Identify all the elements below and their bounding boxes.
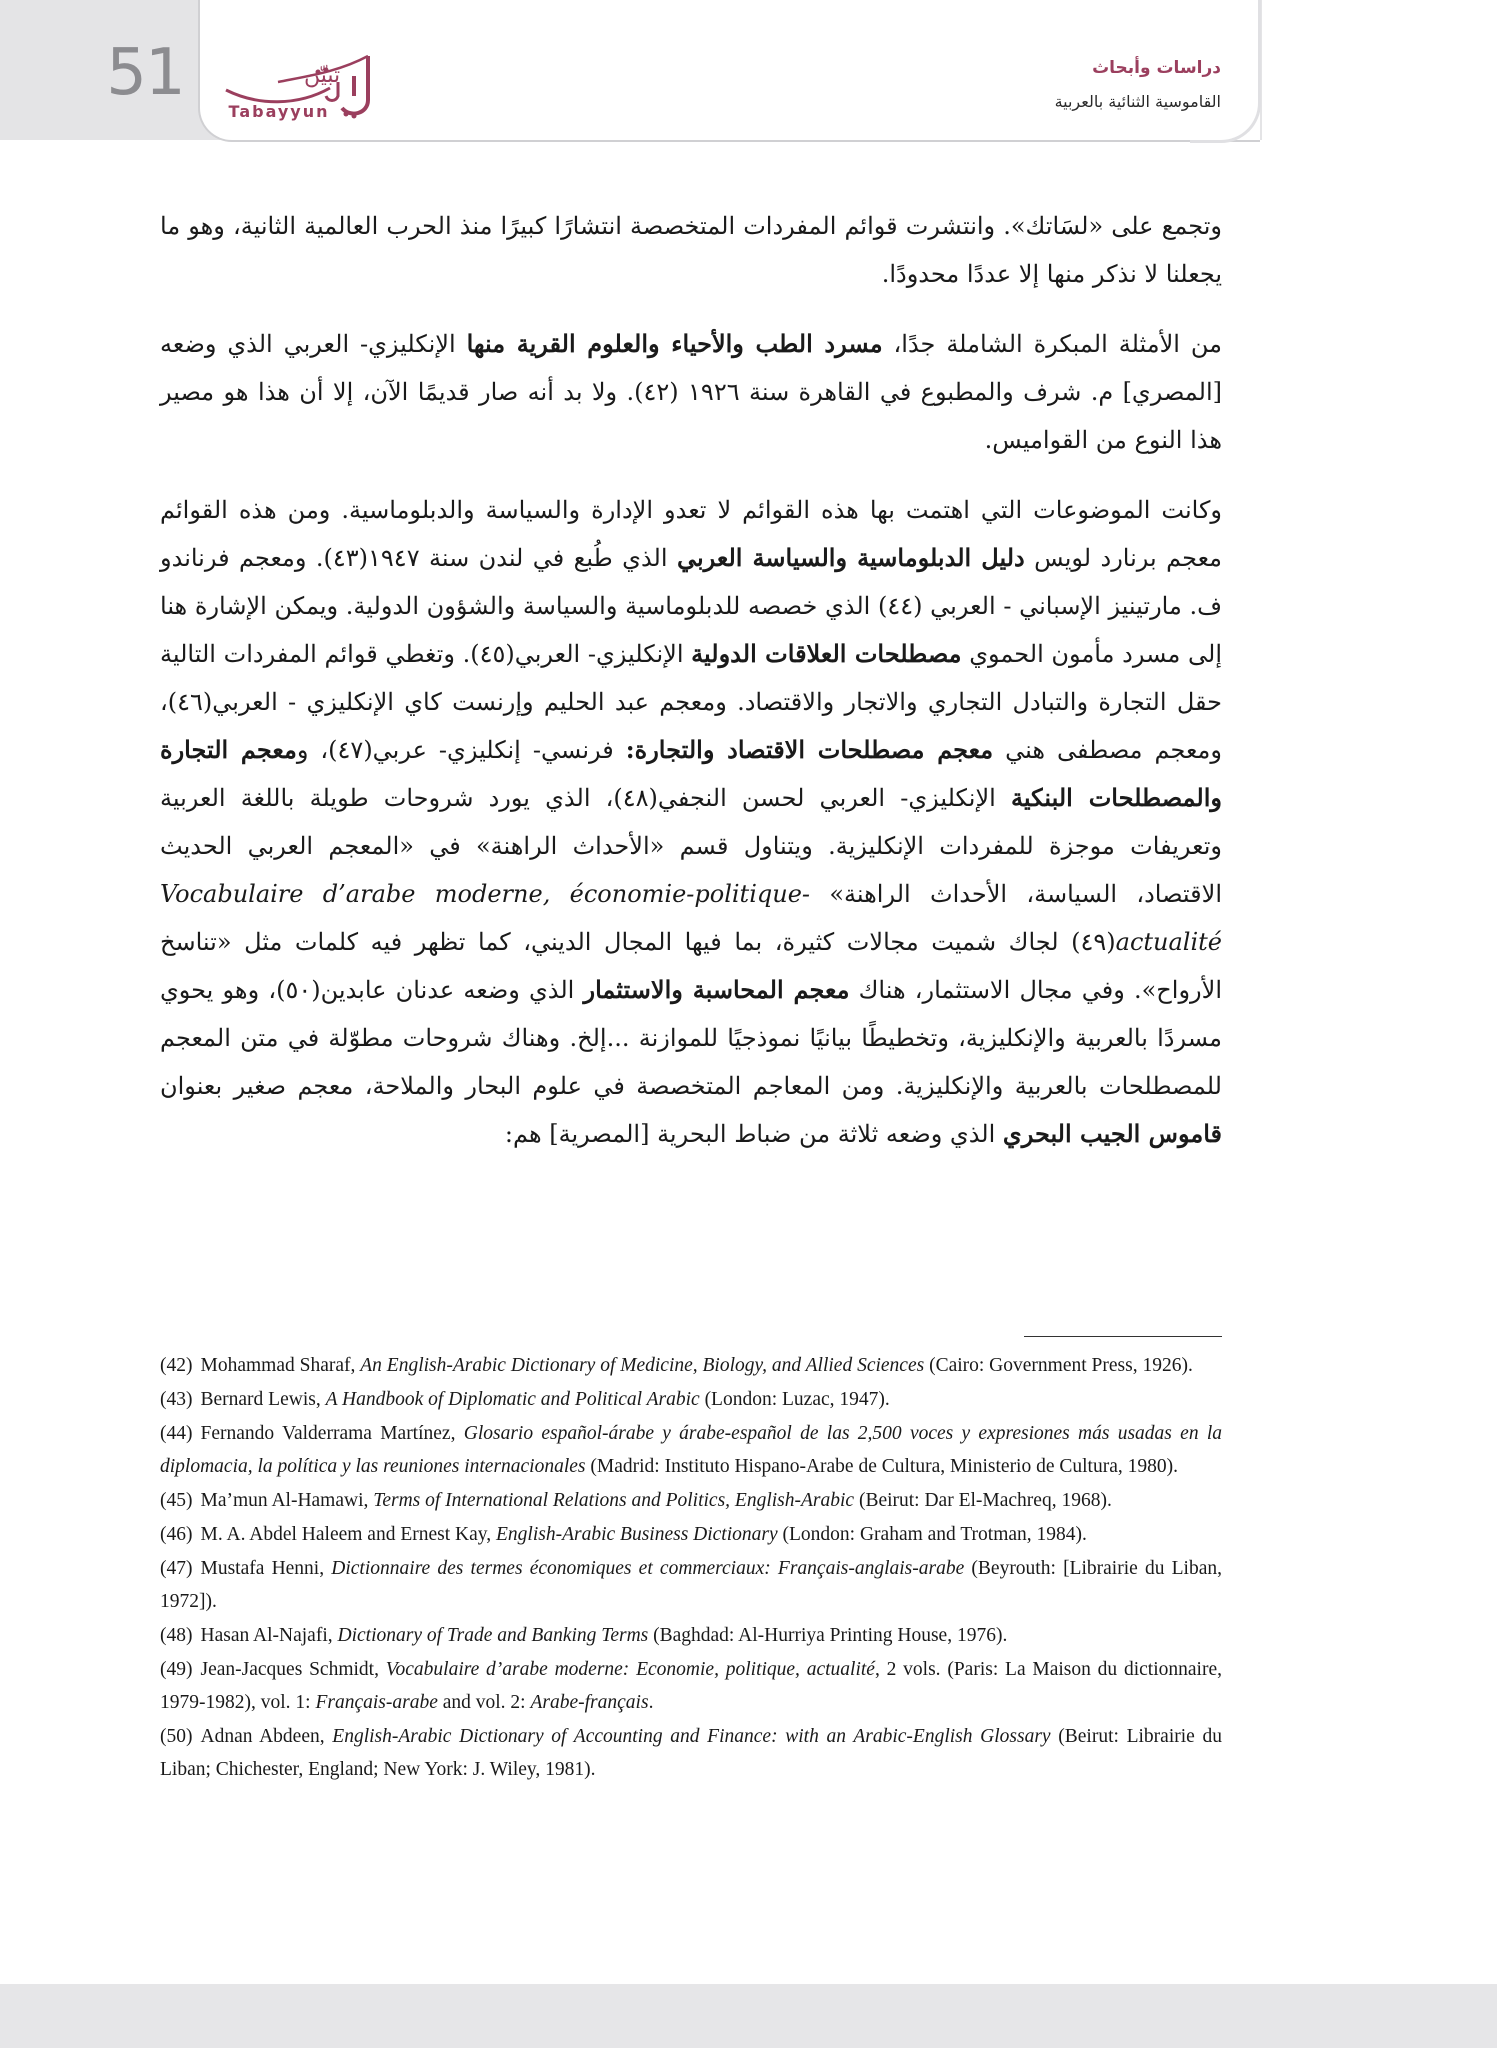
footnotes [160,1349,1222,1787]
footnote-text: (Madrid: Instituto Hispano-Arabe de Cultura, Ministerio de Cultura, 1980). [585,1456,1178,1477]
text-run: وتجمع على «لسَاتك». وانتشرت قوائم المفردات المتخصصة انتشارًا كبيرًا منذ الحرب العالمية الثانية، وهو ما يجعلنا لا نذكر منها إلا عددًا محدودًا. [160,212,1222,288]
footnote-text: (Cairo: Government Press, 1926). [924,1355,1193,1376]
text-run: وكانت الموضوعات التي اهتمت بها هذه القوائم لا تعدو الإدارة والسياسة والدبلوماسية. ومن هذه القوائم معجم برنارد لويس [160,496,1223,572]
footnote-title: Dictionnaire des termes économiques et commerciaux: Français-anglais-arabe [331,1558,965,1579]
footnote-title: English-Arabic Business Dictionary [496,1524,778,1545]
footnote-number: (42) [160,1355,193,1376]
footnote-text: Fernando Valderrama Martínez, [200,1423,464,1444]
footnote-number: (45) [160,1490,193,1511]
footnote-text: Hasan Al-Najafi, [200,1625,338,1646]
footnote [160,1518,1222,1551]
footnote-number: (44) [160,1423,193,1444]
footer-band [0,1984,1497,2048]
footnote [160,1484,1222,1517]
footnote-number: (48) [160,1625,193,1646]
bold-title: معجم مصطلحات الاقتصاد والتجارة: [625,735,994,764]
footnote [160,1383,1222,1416]
article-title: القاموسية الثنائية بالعربية [1054,92,1221,111]
text-run: الذي طُبع في لندن سنة ١٩٤٧(٤٣). ومعجم فرناندو ف. مارتينيز الإسباني - العربي (٤٤) الذي خصصه للدبلوماسية والسياسة والشؤون الدولية. ويمكن الإشارة هنا إلى مسرد مأمون الحموي [160,544,1223,668]
footnote-text: Ma’mun Al-Hamawi, [200,1490,374,1511]
bold-title: دليل الدبلوماسية والسياسة العربي [676,543,1025,572]
text-run: الذي وضعه ثلاثة من ضباط البحرية [المصرية] هم: [504,1120,1003,1148]
footnote-title: Français-arabe [315,1692,438,1713]
footnote-text: (Beirut: Librairie du Liban; Chichester, England; New York: J. Wiley, 1981). [160,1726,1222,1780]
paragraph-1 [160,202,1222,298]
footnote [160,1552,1222,1618]
footnote-text: (London: Graham and Trotman, 1984). [777,1524,1087,1545]
footnote-title: Glosario español-árabe y árabe-español de las 2,500 voces y expresiones más usadas en la diplomacia, la política y las reuniones internacionales [160,1423,1223,1477]
footnote-title: Arabe-français [530,1692,649,1713]
footnote-number: (47) [160,1558,193,1579]
footnote-number: (50) [160,1726,193,1747]
text-run: فرنسي- إنكليزي- عربي(٤٧)، و [296,736,626,764]
latin-title: Vocabulaire d’arabe moderne, économie-politique-actualité [160,880,1222,956]
footnote [160,1417,1222,1483]
footnote-text: Mohammad Sharaf, [200,1355,361,1376]
footnote-title: Vocabulaire d’arabe moderne: Economie, politique, actualité [385,1659,875,1680]
text-run: الذي وضعه عدنان عابدين(٥٠)، وهو يحوي مسردًا بالعربية والإنكليزية، وتخطيطًا بيانيًا نموذجيًا للموازنة ...إلخ. وهناك شروحات مطوّلة في متن المعجم للمصطلحات بالعربية والإنكليزية. ومن المعاجم المتخصصة في علوم البحار والملاحة، معجم صغير بعنوان [160,976,1222,1100]
text-run: الإنكليزي- العربي الذي وضعه [المصري] م. شرف والمطبوع في القاهرة سنة ١٩٢٦ (٤٢). ولا بد أنه صار قديمًا الآن، إلا أن هذا هو مصير هذا النوع من القواميس. [160,330,1222,454]
footnote-text: (Baghdad: Al-Hurriya Printing House, 1976). [648,1625,1008,1646]
footnote-title: A Handbook of Diplomatic and Political Arabic [325,1389,700,1410]
footnote-text: Jean-Jacques Schmidt, [200,1659,386,1680]
text-run: الإنكليزي- العربي(٤٥). وتغطي قوائم المفردات التالية حقل التجارة والتبادل التجاري والاتجار والاقتصاد. ومعجم عبد الحليم وإرنست كاي الإنكليزي - العربي(٤٦)، ومعجم مصطفى هني [160,640,1222,764]
bold-title: قاموس الجيب البحري [1002,1119,1222,1148]
footnote-text: M. A. Abdel Haleem and Ernest Kay, [200,1524,496,1545]
footnote-separator [1024,1336,1222,1337]
footnote-text: and vol. 2: [437,1692,531,1713]
footnote-text: . [648,1692,654,1713]
footnote-number: (49) [160,1659,193,1680]
footnote-title: Terms of International Relations and Politics, English-Arabic [373,1490,855,1511]
footnote [160,1349,1222,1382]
footnote-title: English-Arabic Dictionary of Accounting and Finance: with an Arabic-English Glossary [332,1726,1051,1747]
text-run: (٤٩) لجاك شميت مجالات كثيرة، بما فيها المجال الديني، كما تظهر فيه كلمات مثل «تناسخ الأرواح». وفي مجال الاستثمار، هناك [160,928,1222,1004]
footnote-text: (Beirut: Dar El-Machreq, 1968). [854,1490,1112,1511]
footnote [160,1720,1222,1786]
footnote-number: (43) [160,1389,193,1410]
logo-arabic-text: تبيّن [304,63,341,88]
section-title: دراسات وأبحاث [1092,58,1221,78]
footnote-text: Bernard Lewis, [200,1389,326,1410]
bold-title: معجم المحاسبة والاستثمار [583,975,850,1004]
body-text [160,202,1222,1180]
footnote-text: Adnan Abdeen, [200,1726,333,1747]
footnote-number: (46) [160,1524,193,1545]
text-run: الإنكليزي- العربي لحسن النجفي(٤٨)، الذي يورد شروحات طويلة باللغة العربية وتعريفات موجزة للمفردات الإنكليزية. ويتناول قسم «الأحداث الراهنة» في «المعجم العربي الحديث الاقتصاد، السياسة، الأحداث الراهنة» [160,784,1223,908]
footnote-text: Mustafa Henni, [200,1558,332,1579]
text-run: من الأمثلة المبكرة الشاملة جدًا، [882,330,1223,358]
footnote-title: Dictionary of Trade and Banking Terms [337,1625,649,1646]
footnote-title: An English-Arabic Dictionary of Medicine, Biology, and Allied Sciences [360,1355,925,1376]
footnote-text: , 2 vols. (Paris: La Maison du dictionnaire, 1979-1982), vol. 1: [160,1659,1222,1713]
paragraph-3 [160,486,1222,1158]
footnote-text: (Beyrouth: [Librairie du Liban, 1972]). [160,1558,1222,1612]
bold-title: مصطلحات العلاقات الدولية [691,639,962,668]
footnote-text: (London: Luzac, 1947). [699,1389,890,1410]
paragraph-2 [160,320,1222,464]
footnote [160,1619,1222,1652]
footnote [160,1653,1222,1719]
page-number: 51 [106,36,184,110]
bold-title: معجم التجارة والمصطلحات البنكية [160,735,1222,812]
logo-latin: Tabayyun [228,102,330,121]
bold-title: مسرد الطب والأحياء والعلوم القرية منها [466,329,883,358]
